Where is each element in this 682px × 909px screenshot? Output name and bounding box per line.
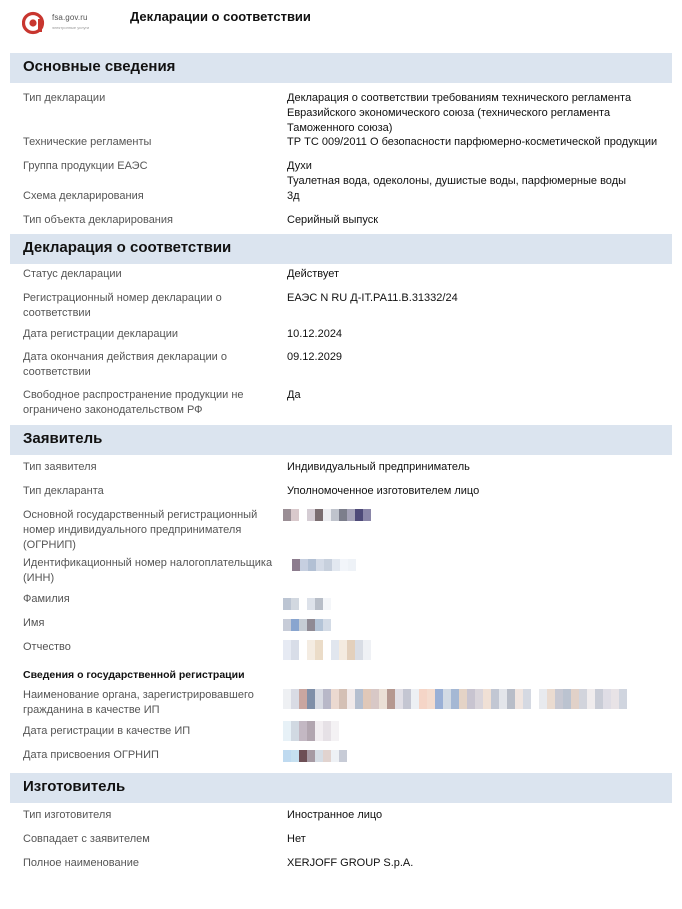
declaration-type-value xyxy=(287,91,672,136)
patronymic-label: Отчество xyxy=(23,641,71,653)
status-label: Статус декларации xyxy=(23,268,122,280)
section-title: Основные сведения xyxy=(23,58,176,75)
product-group-value xyxy=(287,159,672,189)
inn-label xyxy=(23,556,278,586)
section-applicant xyxy=(10,425,672,455)
value-line: Таможенного союза) xyxy=(287,122,393,134)
declaration-type-label: Тип декларации xyxy=(23,92,106,104)
full-name-value: XERJOFF GROUP S.p.A. xyxy=(287,857,414,869)
section-manufacturer xyxy=(10,773,672,803)
label-line: Идентификационный номер налогоплательщика xyxy=(23,557,273,569)
section-basic-info xyxy=(10,53,672,83)
name-label: Имя xyxy=(23,617,45,629)
label-line: Дата окончания действия декларации о xyxy=(23,351,227,363)
declarant-type-value: Уполномоченное изготовителем лицо xyxy=(287,485,480,497)
applicant-type-label: Тип заявителя xyxy=(23,461,97,473)
free-distribution-label xyxy=(23,388,278,418)
redacted-patronymic xyxy=(283,640,371,660)
manufacturer-type-value: Иностранное лицо xyxy=(287,809,383,821)
object-type-label: Тип объекта декларирования xyxy=(23,214,173,226)
matches-applicant-value: Нет xyxy=(287,833,306,845)
declaration-scheme-value: 3д xyxy=(287,190,300,202)
reg-date-value: 10.12.2024 xyxy=(287,328,343,340)
label-line: Наименование органа, зарегистрировавшего xyxy=(23,689,254,701)
label-line: (ИНН) xyxy=(23,572,55,584)
product-group-label: Группа продукции ЕАЭС xyxy=(23,160,148,172)
reg-date-label: Дата регистрации декларации xyxy=(23,328,179,340)
manufacturer-type-label: Тип изготовителя xyxy=(23,809,112,821)
label-line: (ОГРНИП) xyxy=(23,539,76,551)
page-title: Декларации о соответствии xyxy=(130,9,311,24)
fsa-logo-icon xyxy=(22,10,46,36)
label-line: ограничено законодательством РФ xyxy=(23,404,203,416)
tech-regulations-label: Технические регламенты xyxy=(23,136,152,148)
redacted-name xyxy=(283,619,331,631)
label-line: Свободное распространение продукции не xyxy=(23,389,244,401)
redacted-registering-organ xyxy=(283,689,627,709)
declaration-scheme-label: Схема декларирования xyxy=(23,190,144,202)
redacted-surname xyxy=(283,598,331,610)
redacted-inn xyxy=(292,559,356,571)
label-line: соответствии xyxy=(23,366,91,378)
section-declaration xyxy=(10,234,672,264)
value-line: Евразийского экономического союза (технического регламента xyxy=(287,107,611,119)
section-title: Декларация о соответствии xyxy=(23,239,232,256)
surname-label: Фамилия xyxy=(23,593,70,605)
object-type-value: Серийный выпуск xyxy=(287,214,379,226)
status-value: Действует xyxy=(287,268,340,280)
label-line: соответствии xyxy=(23,307,91,319)
declarant-type-label: Тип декларанта xyxy=(23,485,104,497)
matches-applicant-label: Совпадает с заявителем xyxy=(23,833,150,845)
tech-regulations-value: ТР ТС 009/2011 О безопасности парфюмерно-косметической продукции xyxy=(287,136,658,148)
label-line: гражданина в качестве ИП xyxy=(23,704,160,716)
reg-number-label xyxy=(23,291,278,321)
label-line: Регистрационный номер декларации о xyxy=(23,292,222,304)
free-distribution-value: Да xyxy=(287,389,301,401)
registering-organ-label xyxy=(23,688,278,718)
reg-number-value: ЕАЭС N RU Д-IT.РА11.В.31332/24 xyxy=(287,292,458,304)
ogrnip-label xyxy=(23,508,278,553)
end-date-label xyxy=(23,350,278,380)
state-registration-heading: Сведения о государственной регистрации xyxy=(23,669,245,681)
value-line: Декларация о соответствии требованиям технического регламента xyxy=(287,92,632,104)
redacted-ip-reg-date xyxy=(283,721,339,741)
applicant-type-value: Индивидуальный предприниматель xyxy=(287,461,470,473)
full-name-label: Полное наименование xyxy=(23,857,139,869)
end-date-value: 09.12.2029 xyxy=(287,351,343,363)
redacted-ogrnip xyxy=(283,509,371,521)
ip-reg-date-label: Дата регистрации в качестве ИП xyxy=(23,725,191,737)
page-header xyxy=(0,0,682,54)
logo-site-text: fsa.gov.ru xyxy=(52,13,88,22)
section-title: Изготовитель xyxy=(23,778,126,795)
logo-subtitle: электронные услуги xyxy=(52,25,90,30)
value-line: Духи xyxy=(287,160,312,172)
label-line: номер индивидуального предпринимателя xyxy=(23,524,242,536)
fsa-logo[interactable] xyxy=(22,10,142,40)
value-line: Туалетная вода, одеколоны, душистые воды, парфюмерные воды xyxy=(287,175,627,187)
label-line: Основной государственный регистрационный xyxy=(23,509,258,521)
section-title: Заявитель xyxy=(23,430,103,447)
redacted-ogrnip-date xyxy=(283,750,347,762)
ogrnip-date-label: Дата присвоения ОГРНИП xyxy=(23,749,159,761)
